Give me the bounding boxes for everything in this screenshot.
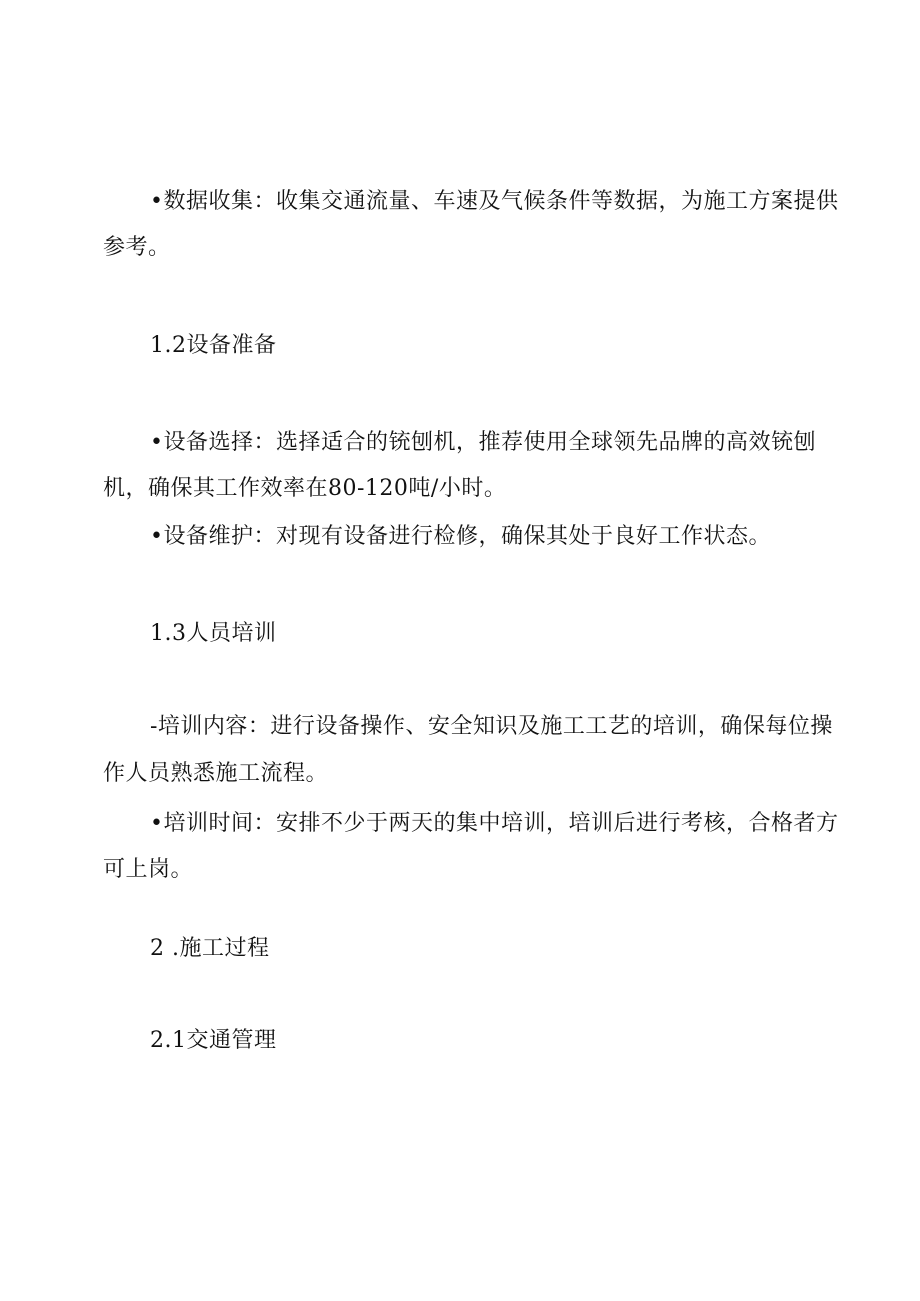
training-time-line-2: 可上岗。 [103,857,194,882]
section-heading-2-1: 2.1交通管理 [150,1028,277,1053]
training-content-line-2: 作人员熟悉施工流程。 [103,761,329,786]
equipment-maintenance-line: •设备维护：对现有设备进行检修，确保其处于良好工作状态。 [150,524,771,549]
data-collection-line-2: 参考。 [103,235,171,260]
section-heading-1-2: 1.2设备准备 [150,333,277,358]
equipment-selection-line-2: 机，确保其工作效率在80-120吨/小时。 [103,476,507,501]
training-content-line-1: -培训内容：进行设备操作、安全知识及施工工艺的培训，确保每位操 [150,714,833,739]
section-heading-2: 2 .施工过程 [150,936,270,961]
section-heading-1-3: 1.3人员培训 [150,621,277,646]
equipment-selection-line-1: •设备选择：选择适合的铳刨机，推荐使用全球领先品牌的高效铳刨 [150,430,816,455]
training-time-line-1: •培训时间：安排不少于两天的集中培训，培训后进行考核，合格者方 [150,811,839,836]
data-collection-line-1: •数据收集：收集交通流量、车速及气候条件等数据，为施工方案提供 [150,189,839,214]
